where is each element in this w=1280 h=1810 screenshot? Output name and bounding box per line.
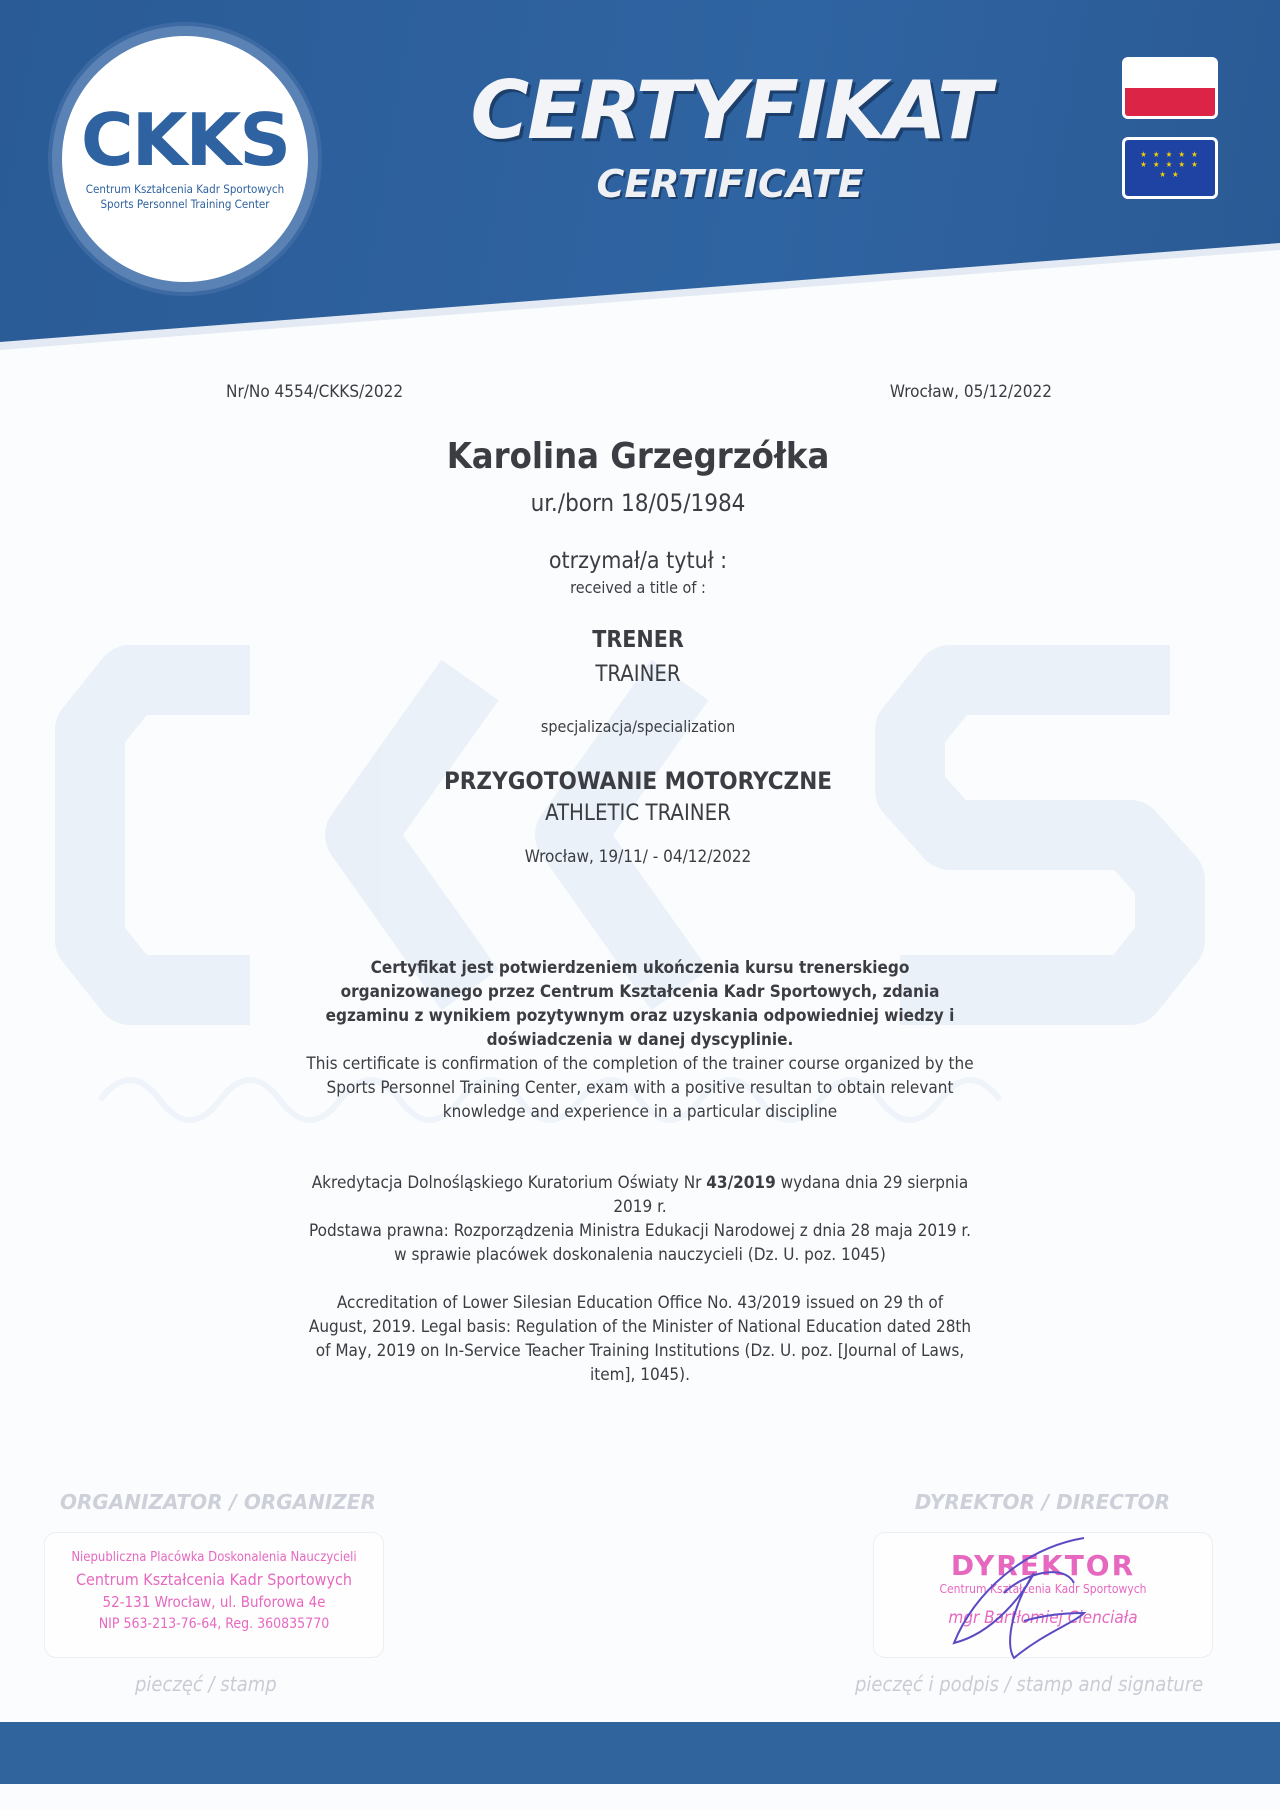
recipient-born: ur./born 18/05/1984 [530, 489, 746, 517]
course-dates: Wrocław, 19/11/ - 04/12/2022 [524, 847, 752, 867]
footer-band [0, 1722, 1280, 1784]
specialization-en: ATHLETIC TRAINER [545, 801, 731, 826]
specialization-pl: PRZYGOTOWANIE MOTORYCZNE [443, 767, 833, 795]
director-stamp-org: Centrum Kształcenia Kadr Sportowych [939, 1582, 1147, 1596]
director-stamp-title: DYREKTOR [950, 1549, 1136, 1582]
confirmation-en: This certificate is confirmation of the completion of the trainer course organized by the Sports Personnel Training Center, exam with a positive resultan to obtain relevant knowledge and experience in a particular discipline [306, 1054, 974, 1122]
accreditation-en: Accreditation of Lower Silesian Education Office No. 43/2019 issued on 29 th of August, 2019. Legal basis: Regulation of the Minister of National Education dated 28th of May, 2019 on In-Service Teacher Training Institutions (Dz. U. poz. [Journal of Laws, item], 1045). [308, 1293, 972, 1385]
logo-line-pl: Centrum Kształcenia Kadr Sportowych [85, 182, 285, 196]
recipient-name: Karolina Grzegrzółka [446, 436, 830, 477]
title-pl: CERTYFIKAT [470, 64, 990, 157]
logo-mark: CKKS [80, 98, 290, 182]
certificate-number: Nr/No 4554/CKKS/2022 [226, 382, 404, 402]
director-stamp-name: mgr Bartłomiej Cienciała [948, 1608, 1138, 1628]
ckks-logo [52, 26, 318, 292]
eu-flag-icon [1122, 137, 1218, 199]
director-heading: DYREKTOR / DIRECTOR [914, 1490, 1170, 1514]
accreditation-pl [306, 1171, 974, 1219]
stamp-line-3: 52-131 Wrocław, ul. Buforowa 4e [102, 1593, 326, 1611]
accreditation-text: Akredytacja Dolnośląskiego Kuratorium Oświaty Nr [311, 1173, 707, 1193]
received-pl: otrzymał/a tytuł : [548, 548, 728, 574]
organizer-caption: pieczęć / stamp [135, 1672, 277, 1696]
title-earned-pl: TRENER [592, 627, 684, 653]
stamp-line-4: NIP 563-213-76-64, Reg. 360835770 [98, 1616, 330, 1632]
eu-stars: ★ ★ ★ ★ ★ ★ ★ ★ ★ ★ ★ ★ [1140, 150, 1200, 179]
director-stamp [873, 1532, 1213, 1658]
poland-flag-icon [1122, 57, 1218, 119]
issue-place-date: Wrocław, 05/12/2022 [889, 382, 1052, 402]
title-earned-en: TRAINER [595, 662, 681, 687]
confirmation-pl: Certyfikat jest potwierdzeniem ukończenia kursu trenerskiego organizowanego przez Centrum Kształcenia Kadr Sportowych, zdania egzaminu z wynikiem pozytywnym oraz uzyskania odpowiedniej wiedzy i doświadczenia w danej dyscyplinie. [325, 958, 955, 1050]
signature-icon [934, 1533, 1134, 1659]
organizer-stamp [44, 1532, 384, 1658]
accreditation-number: 43/2019 [706, 1173, 776, 1193]
accreditation-date: wydana dnia 29 sierpnia 2019 r. [613, 1173, 969, 1217]
organizer-heading: ORGANIZATOR / ORGANIZER [60, 1490, 376, 1514]
received-en: received a title of : [570, 578, 706, 597]
stamp-line-2: Centrum Kształcenia Kadr Sportowych [75, 1570, 352, 1589]
legal-basis-pl: Podstawa prawna: Rozporządzenia Ministra Edukacji Narodowej z dnia 28 maja 2019 r. w sprawie placówek doskonalenia nauczycieli (Dz. U. poz. 1045) [308, 1221, 971, 1265]
specialization-label: specjalizacja/specialization [540, 717, 736, 736]
stamp-line-1: Niepubliczna Placówka Doskonalenia Nauczycieli [71, 1550, 357, 1565]
logo-line-en: Sports Personnel Training Center [100, 197, 270, 211]
title-en: CERTIFICATE [596, 162, 864, 206]
director-caption: pieczęć i podpis / stamp and signature [855, 1672, 1204, 1696]
